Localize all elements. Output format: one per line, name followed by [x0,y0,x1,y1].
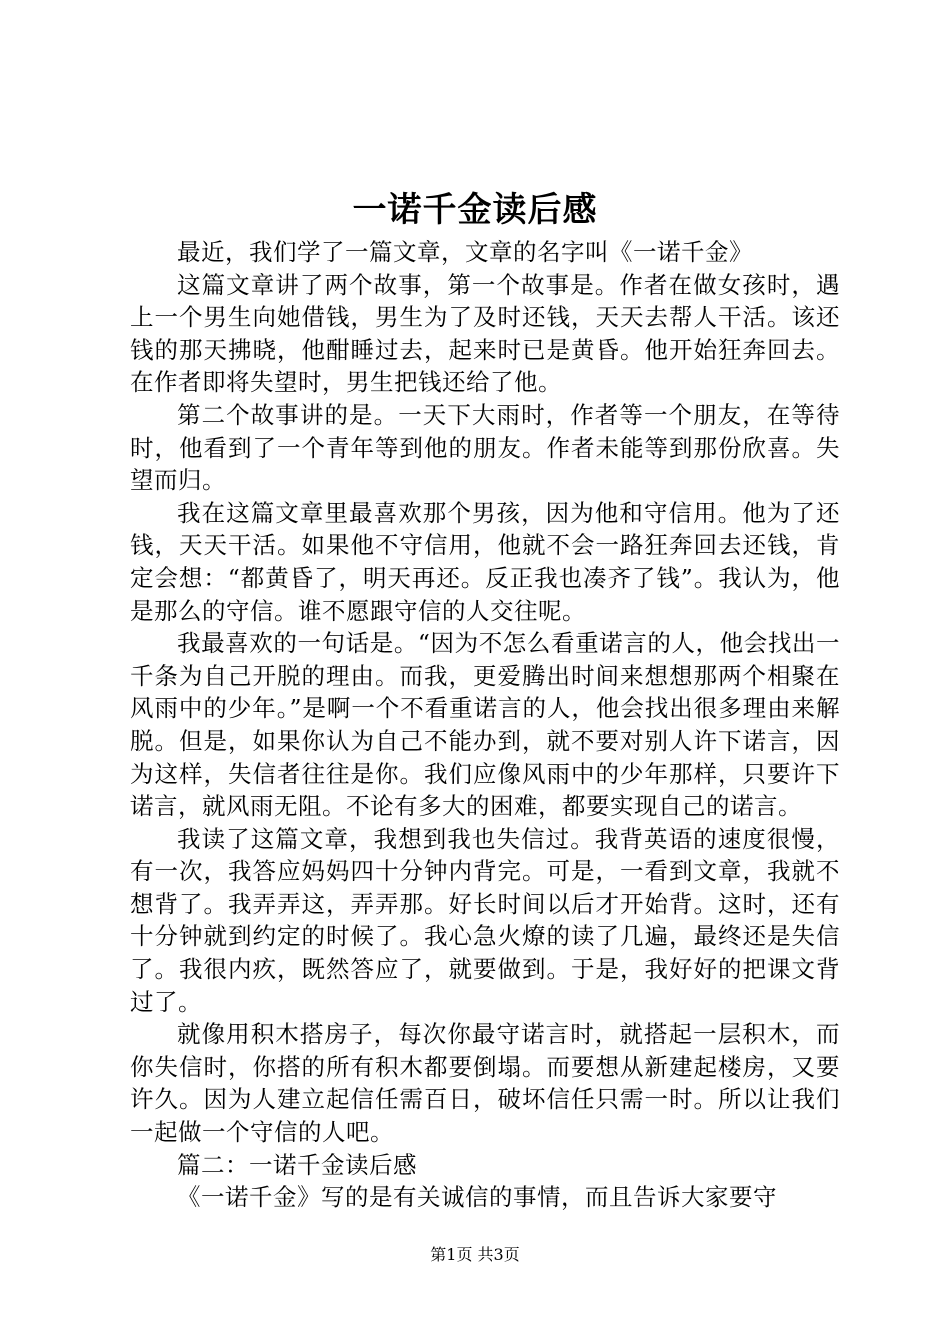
paragraph-5: 我最喜欢的一句话是。“因为不怎么看重诺言的人，他会找出一千条为自己开脱的理由。而我，更爱腾出时间来想想那两个相聚在风雨中的少年。”是啊一个不看重诺言的人，他会找出很多理由来解脱。但是，如果你认为自己不能办到，就不要对别人许下诺言，因为这样，失信者往往是你。我们应像风雨中的少年那样，只要许下诺言，就风雨无阻。不论有多大的困难，都要实现自己的诺言。 [130,629,840,821]
document-title: 一诺千金读后感 [352,190,598,230]
paragraph-3: 第二个故事讲的是。一天下大雨时，作者等一个朋友，在等待时，他看到了一个青年等到他的朋友。作者未能等到那份欣喜。失望而归。 [130,400,840,495]
paragraph-1: 最近，我们学了一篇文章，文章的名字叫《一诺千金》 [177,238,753,266]
paragraph-4: 我在这篇文章里最喜欢那个男孩，因为他和守信用。他为了还钱，天天干活。如果他不守信用，他就不会一路狂奔回去还钱，肯定会想：“都黄昏了，明天再还。反正我也凑齐了钱”。我认为，他是那么的守信。谁不愿跟守信的人交往呢。 [130,498,840,625]
paragraph-8: 《一诺千金》写的是有关诚信的事情，而且告诉大家要守 [177,1183,777,1212]
paragraph-7: 就像用积木搭房子，每次你最守诺言时，就搭起一层积木，而你失信时，你搭的所有积木都要倒塌。而要想从新建起楼房，又要许久。因为人建立起信任需百日，破坏信任只需一时。所以让我们一起做一个守信的人吧。 [130,1020,840,1147]
paragraph-2: 这篇文章讲了两个故事，第一个故事是。作者在做女孩时，遇上一个男生向她借钱，男生为了及时还钱，天天去帮人干活。该还钱的那天拂晓，他酣睡过去，起来时已是黄昏。他开始狂奔回去。在作者即将失望时，男生把钱还给了他。 [130,270,840,397]
paragraph-6: 我读了这篇文章，我想到我也失信过。我背英语的速度很慢，有一次，我答应妈妈四十分钟内背完。可是，一看到文章，我就不想背了。我弄弄这，弄弄那。好长时间以后才开始背。这时，还有十分钟就到约定的时候了。我心急火燎的读了几遍，最终还是失信了。我很内疚，既然答应了，就要做到。于是，我好好的把课文背过了。 [130,824,840,1016]
page-number-footer: 第1页 共3页 [430,1245,520,1264]
section-heading: 篇二：一诺千金读后感 [177,1150,417,1179]
document-body [130,236,840,1214]
